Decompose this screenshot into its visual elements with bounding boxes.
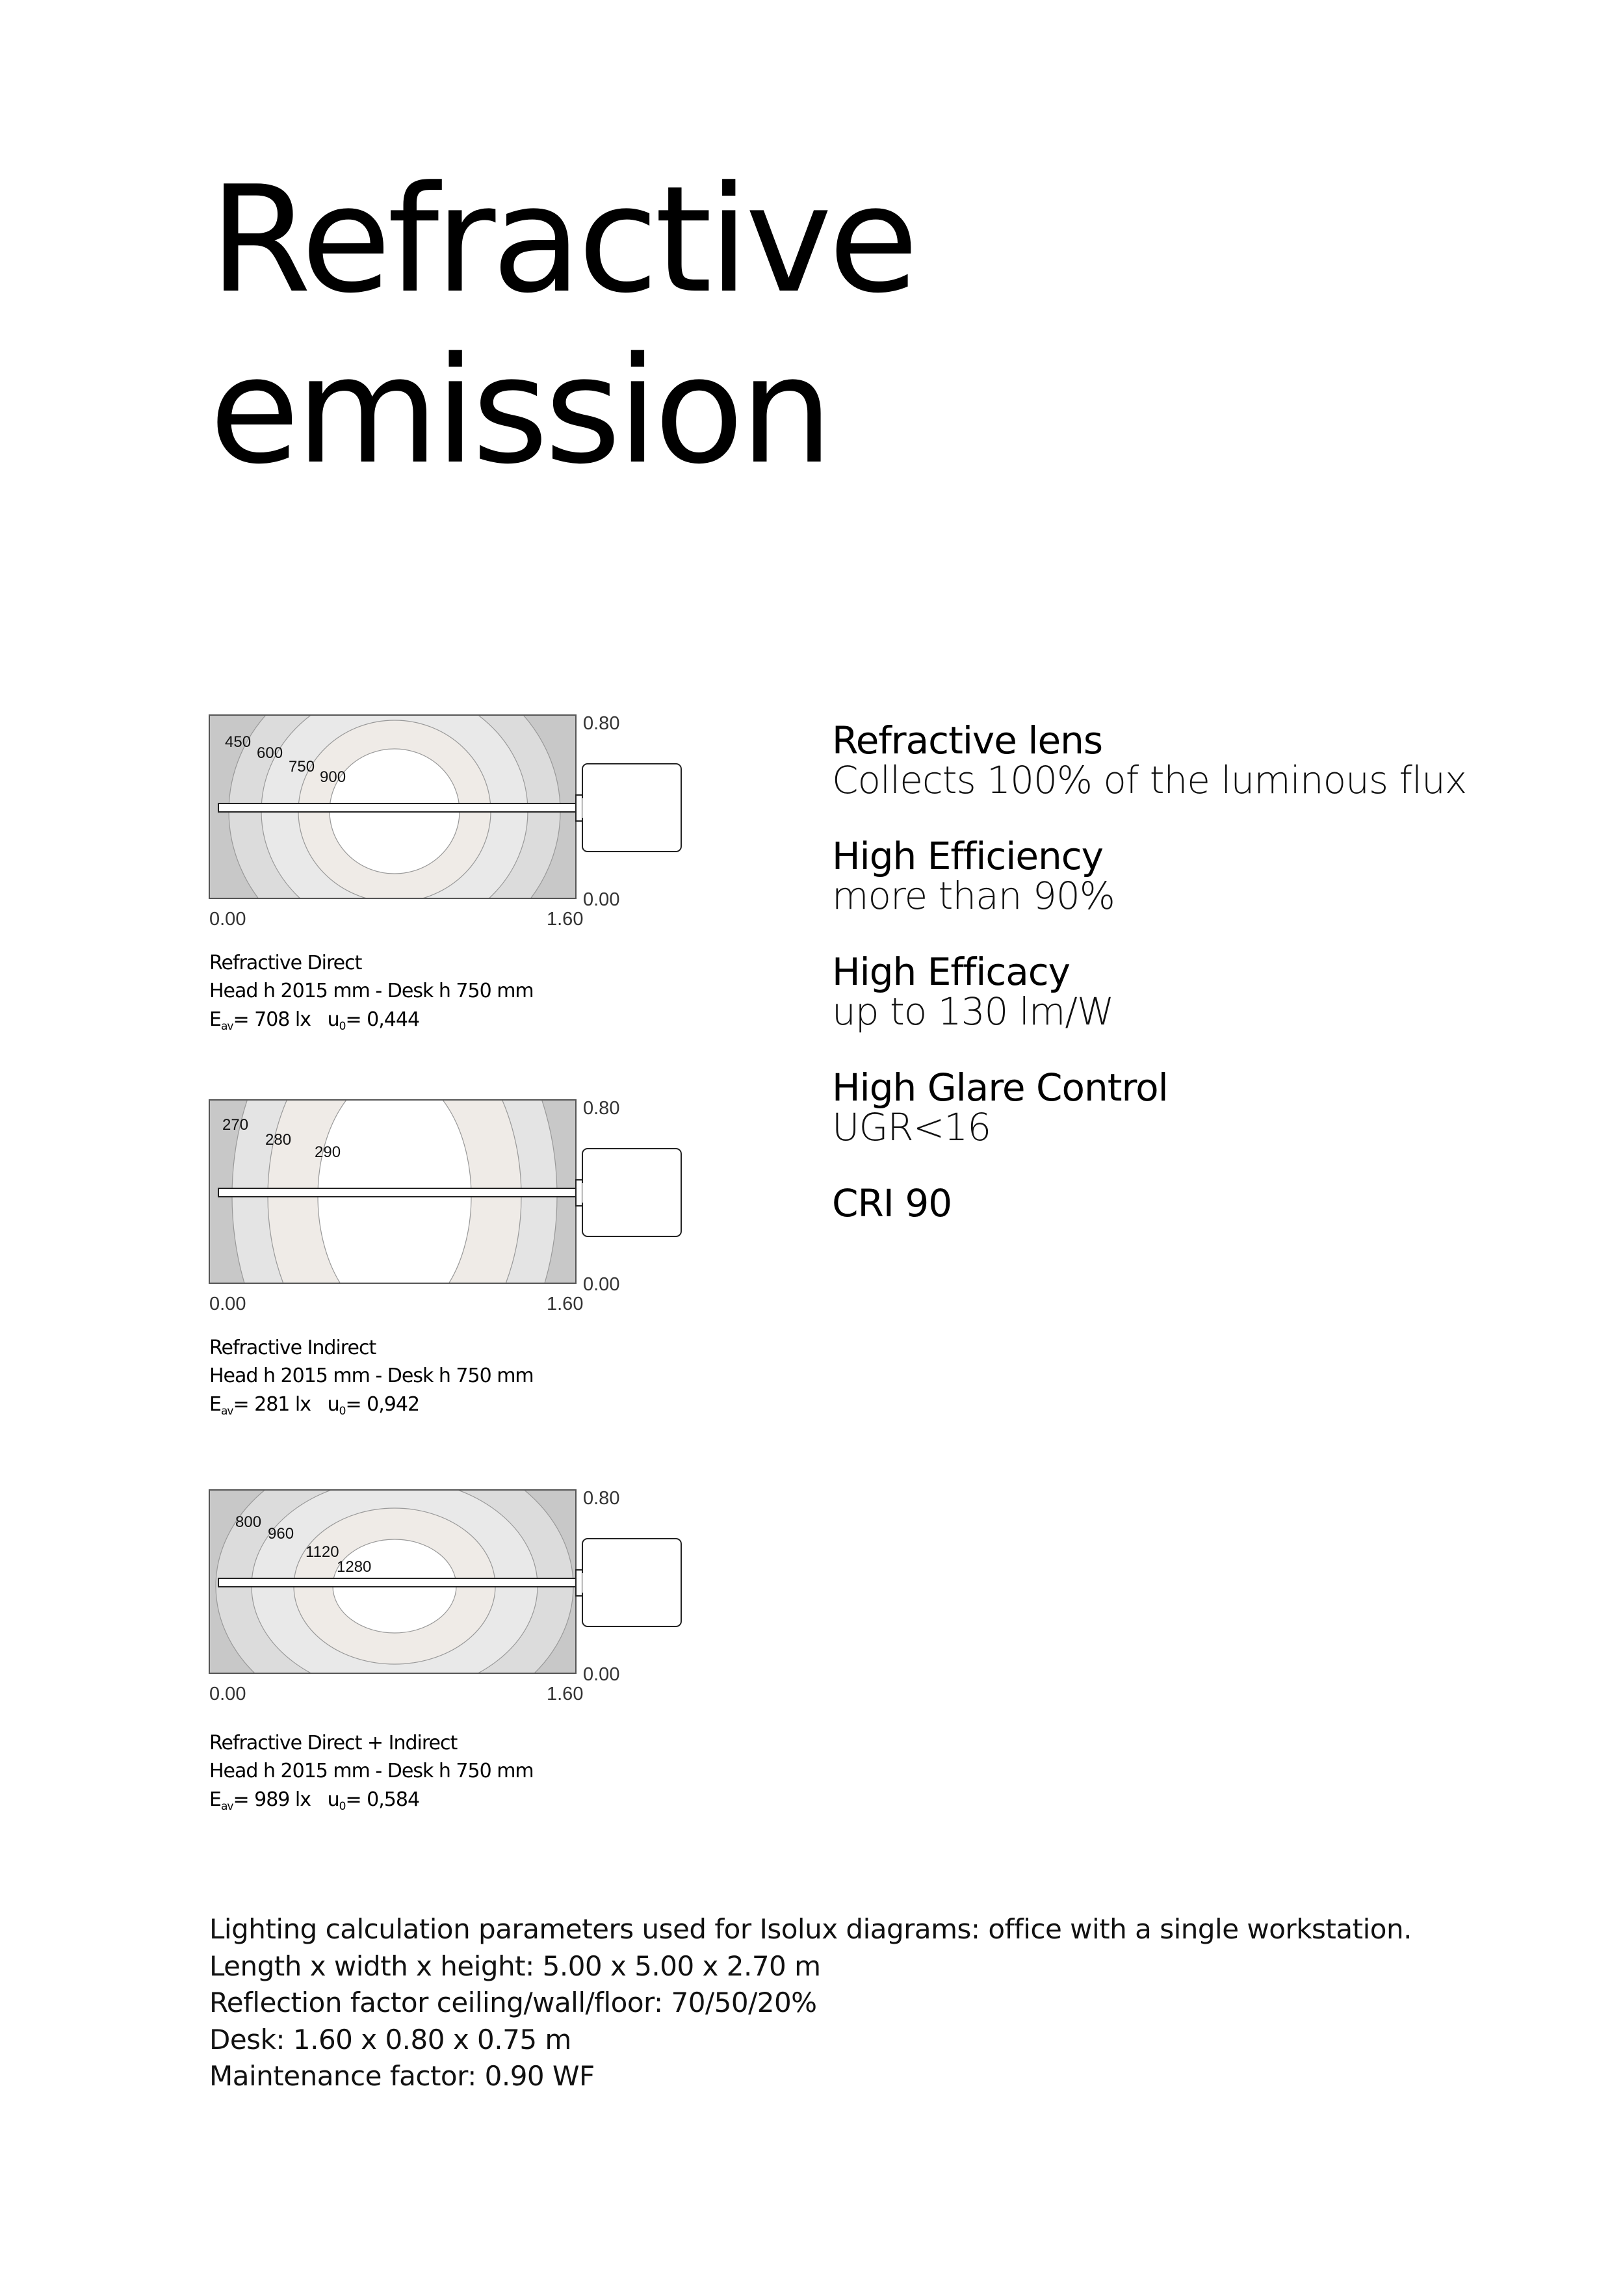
u0-label: u [327,1008,339,1031]
isolux-level-label: 960 [268,1525,294,1543]
eav-value: = 281 lx [233,1393,311,1416]
eav-label: E [209,1393,221,1416]
isolux-plot-direct-indirect [209,1490,703,1711]
luminaire-base [582,764,681,852]
eav-sub: av [220,1800,233,1813]
isolux-level-label: 1280 [337,1558,372,1576]
diagram-head-desk: Head h 2015 mm - Desk h 750 mm [209,1364,534,1387]
calculation-notes [209,1911,1412,2095]
note-line: Maintenance factor: 0.90 WF [209,2060,595,2092]
isolux-plot-direct [209,715,703,936]
feature-cri-90 [832,1183,1547,1223]
feature-high-efficiency [832,834,1547,918]
axis-x-start-label: 0.00 [209,909,246,930]
axis-x-end-label: 1.60 [547,1684,584,1704]
axis-x-end-label: 1.60 [547,1294,584,1314]
feature-high-efficacy [832,950,1547,1034]
feature-high-glare-control [832,1067,1547,1147]
axis-y-top-label: 0.80 [583,1098,620,1119]
luminaire-bar [218,803,589,812]
isolux-level-label: 900 [320,768,346,786]
u0-value: = 0,444 [345,1008,420,1031]
axis-y-bottom-label: 0.00 [583,1664,620,1685]
u0-sub: 0 [339,1020,346,1033]
u0-label: u [327,1788,339,1811]
note-line: Lighting calculation parameters used for Isolux diagrams: office with a single workstation. [209,1913,1412,1945]
isolux-level-label: 750 [289,758,315,776]
axis-y-bottom-label: 0.00 [583,889,620,910]
feature-heading: Refractive lens [832,718,1103,763]
u0-label: u [327,1393,339,1416]
page-title-line-1: Refractive [209,155,915,326]
isolux-level-label: 1120 [305,1543,339,1561]
feature-heading: High Glare Control [832,1065,1168,1110]
axis-x-start-label: 0.00 [209,1294,246,1314]
note-line: Desk: 1.60 x 0.80 x 0.75 m [209,2023,571,2055]
feature-detail: more than 90% [832,874,1115,918]
isolux-plot-indirect [209,1100,703,1321]
luminaire-base [582,1539,681,1626]
isolux-level-label: 270 [222,1116,249,1134]
u0-sub: 0 [339,1405,346,1418]
feature-detail: Collects 100% of the luminous flux [832,758,1467,802]
feature-refractive-lens [832,720,1547,800]
axis-y-bottom-label: 0.00 [583,1274,620,1295]
luminaire-bar [218,1578,589,1587]
diagram-head-desk: Head h 2015 mm - Desk h 750 mm [209,1760,534,1782]
page-title [209,155,915,497]
isolux-diagram-direct [209,715,703,1053]
feature-detail: UGR<16 [832,1105,991,1149]
isolux-diagram-indirect [209,1100,703,1438]
isolux-level-label: 450 [225,733,252,751]
luminaire-bar [218,1188,589,1197]
axis-x-end-label: 1.60 [547,909,584,930]
eav-value: = 708 lx [233,1008,311,1031]
u0-value: = 0,942 [345,1393,420,1416]
diagram-name: Refractive Indirect [209,1337,376,1359]
axis-y-top-label: 0.80 [583,1488,620,1509]
diagram-values [209,1788,419,1813]
note-line: Reflection factor ceiling/wall/floor: 70/50/20% [209,1987,817,2018]
luminaire-base [582,1149,681,1236]
isolux-level-label: 600 [257,744,283,762]
axis-y-top-label: 0.80 [583,713,620,734]
eav-value: = 989 lx [233,1788,311,1811]
diagram-head-desk: Head h 2015 mm - Desk h 750 mm [209,980,534,1002]
eav-label: E [209,1788,221,1811]
u0-sub: 0 [339,1800,346,1813]
diagram-values [209,1393,419,1418]
eav-sub: av [220,1020,233,1033]
feature-heading: High Efficacy [832,950,1070,994]
isolux-diagram-direct-indirect [209,1490,703,1828]
isolux-level-label: 290 [315,1143,341,1161]
diagram-name: Refractive Direct [209,952,362,974]
feature-detail: up to 130 lm/W [832,989,1114,1034]
diagram-values [209,1008,419,1033]
axis-x-start-label: 0.00 [209,1684,246,1704]
eav-sub: av [220,1405,233,1418]
eav-label: E [209,1008,221,1031]
feature-heading: CRI 90 [832,1181,952,1225]
isolux-level-label: 800 [235,1513,262,1531]
feature-heading: High Efficiency [832,834,1103,878]
isolux-level-label: 280 [265,1131,292,1149]
note-line: Length x width x height: 5.00 x 5.00 x 2.70 m [209,1950,821,1982]
u0-value: = 0,584 [345,1788,420,1811]
diagram-name: Refractive Direct + Indirect [209,1732,458,1755]
page-title-line-2: emission [209,326,829,497]
